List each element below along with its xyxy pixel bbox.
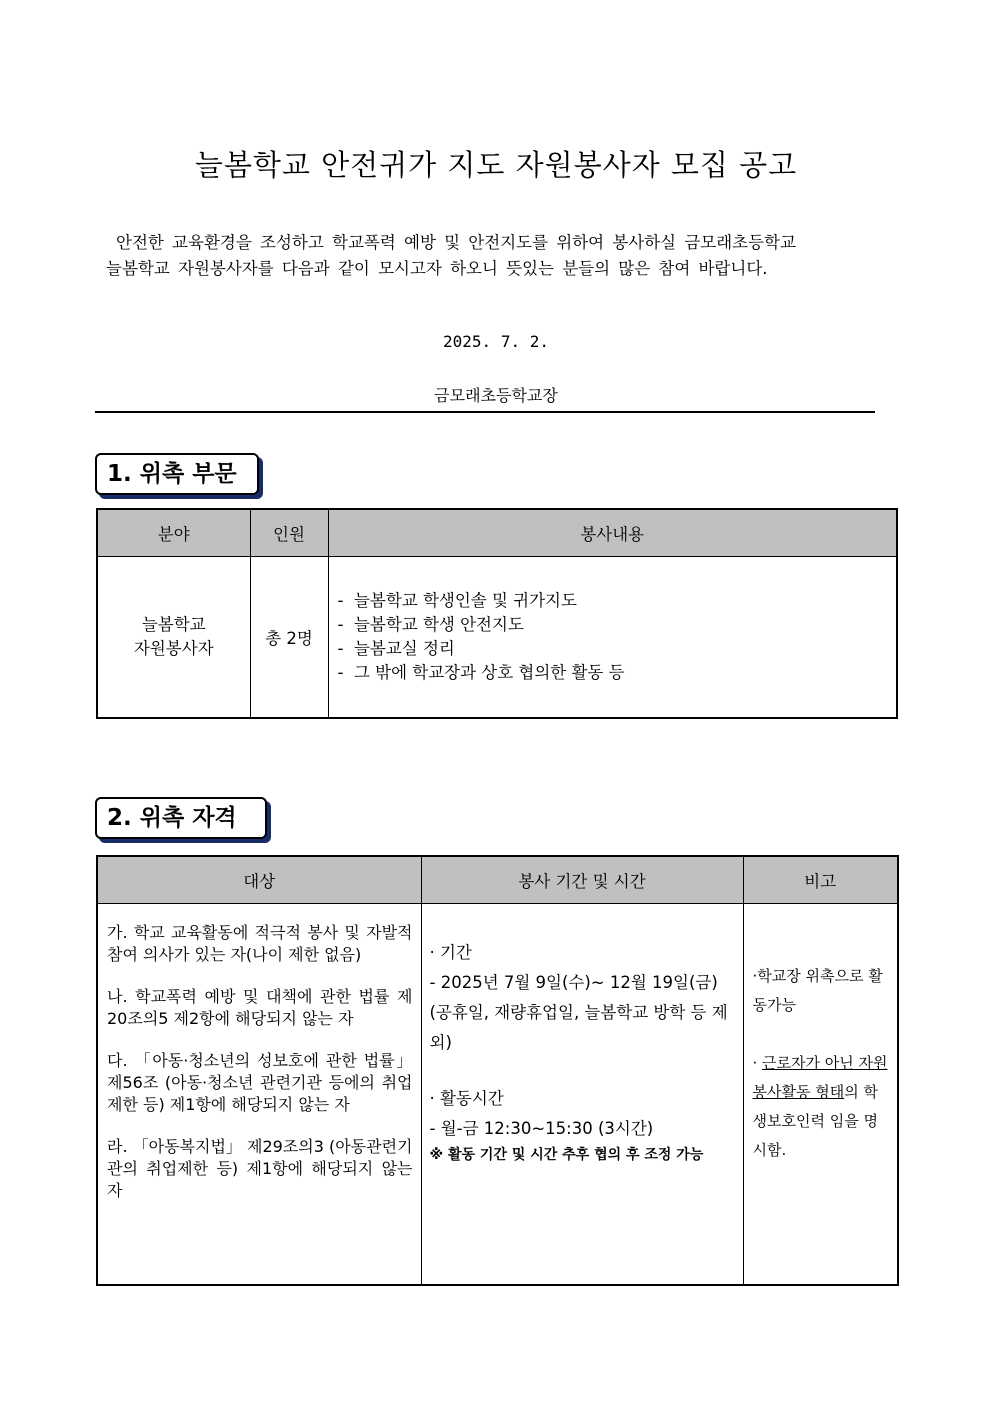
intro-line-2: 늘봄학교 자원봉사자를 다음과 같이 모시고자 하오니 뜻있는 분들의 많은 참여 바랍니다.: [106, 259, 768, 278]
header-field: 분야: [97, 509, 250, 557]
list-item: - 늘봄학교 학생인솔 및 귀가지도: [338, 589, 896, 613]
field-cell: [97, 557, 250, 719]
header-period: 봉사 기간 및 시간: [421, 856, 743, 904]
signer: 금모래초등학교장: [434, 386, 558, 405]
table-row: [97, 557, 897, 719]
period-cell: [421, 904, 743, 1286]
header-count: 인원: [250, 509, 328, 557]
announcement-date: 2025. 7. 2.: [443, 332, 549, 351]
period-label: · 기간: [429, 943, 472, 962]
qualification-item: 다. 「아동·청소년의 성보호에 관한 법률」 제56조 (아동·청소년 관련기관 등에의 취업제한 등) 제1항에 해당되지 않는 자: [107, 1051, 413, 1114]
table-header-row: [97, 509, 897, 557]
intro-line-1: 안전한 교육환경을 조성하고 학교폭력 예방 및 안전지도를 위하여 봉사하실 금모래초등학교: [116, 233, 796, 252]
page-title: 늘봄학교 안전귀가 지도 자원봉사자 모집 공고: [194, 148, 798, 182]
hours-label: · 활동시간: [429, 1089, 504, 1108]
count-cell: 총 2명: [250, 557, 328, 719]
appointment-table: [96, 508, 898, 719]
section1-heading: 1. 위촉 부문: [95, 453, 259, 495]
list-item: - 그 밖에 학교장과 상호 협의한 활동 등: [338, 661, 896, 685]
remark-suffix: 의 학생보호인력 임을 명시함.: [752, 1083, 878, 1159]
field-line-1: 늘봄학교: [141, 615, 206, 634]
header-duties: 봉사내용: [328, 509, 897, 557]
remark-underlined: 근로자가 아닌 자원봉사활동 형태: [752, 1054, 888, 1101]
qualification-cell: [97, 904, 421, 1286]
divider: [95, 411, 875, 413]
hours-value: - 월-금 12:30~15:30 (3시간): [429, 1119, 654, 1138]
adjustment-note: ※ 활동 기간 및 시간 추후 협의 후 조정 가능: [429, 1147, 704, 1163]
qualification-item: 나. 학교폭력 예방 및 대책에 관한 법률 제20조의5 제2항에 해당되지 않는 자: [107, 987, 413, 1028]
table-header-row: [97, 856, 898, 904]
qualification-item: 라. 「아동복지법」 제29조의3 (아동관련기관의 취업제한 등) 제1항에 해당되지 않는 자: [107, 1137, 413, 1200]
list-item: - 늘봄학교 학생 안전지도: [338, 613, 896, 637]
duty-list: [330, 589, 896, 685]
list-item: - 늘봄교실 정리: [338, 637, 896, 661]
remark-volunteer-status: [753, 1049, 890, 1165]
section2-heading: 2. 위촉 자격: [95, 797, 267, 839]
duties-cell: [328, 557, 897, 719]
remark-prefix: ·: [752, 1054, 763, 1072]
remark-appointment: ·학교장 위촉으로 활동가능: [752, 967, 883, 1014]
remarks-cell: [743, 904, 898, 1286]
table-row: [97, 904, 898, 1286]
header-target: 대상: [97, 856, 421, 904]
header-remarks: 비고: [743, 856, 898, 904]
period-value: - 2025년 7월 9일(수)~ 12월 19일(금) (공휴일, 재량휴업일, 늘봄학교 방학 등 제외): [429, 973, 728, 1052]
field-line-2: 자원봉사자: [133, 639, 214, 658]
qualification-item: 가. 학교 교육활동에 적극적 봉사 및 자발적 참여 의사가 있는 자(나이 제한 없음): [107, 923, 413, 964]
qualification-table: [96, 855, 899, 1286]
intro-paragraph: [106, 230, 898, 282]
